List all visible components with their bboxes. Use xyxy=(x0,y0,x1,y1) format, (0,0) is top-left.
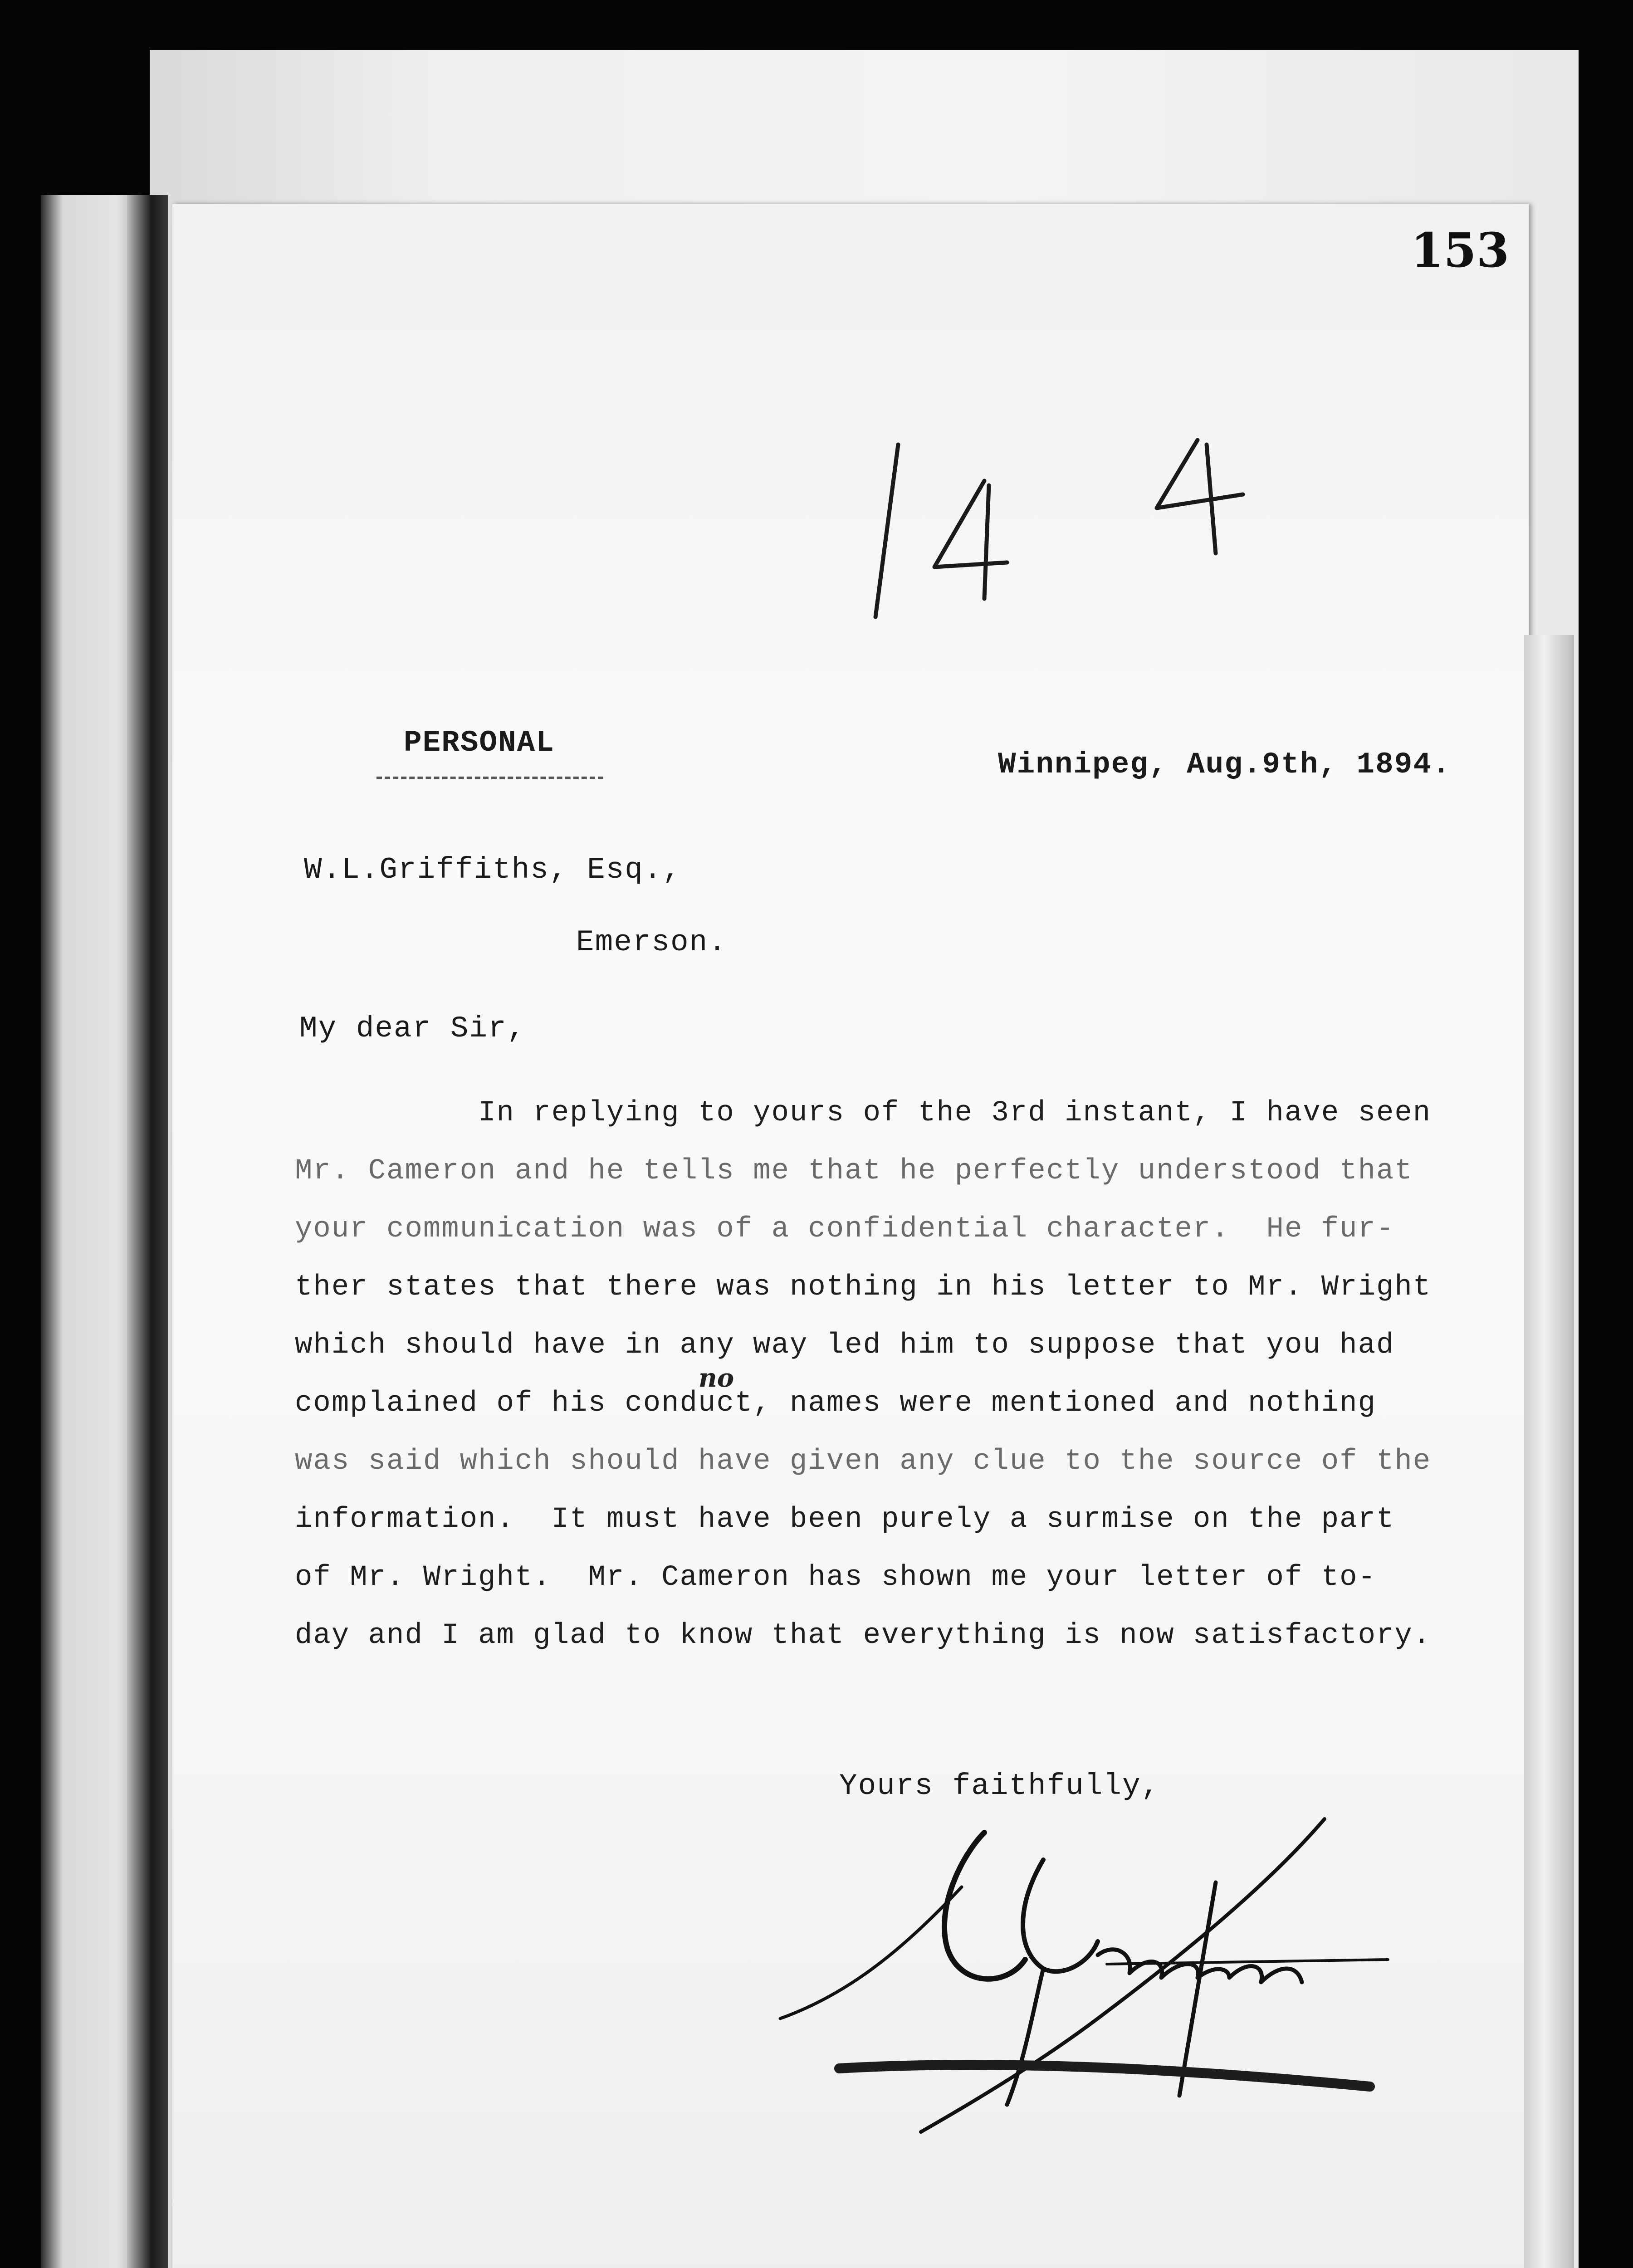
body-line: ther states that there was nothing in his letter to Mr. Wright xyxy=(295,1271,1432,1304)
letter-closing: Yours faithfully, xyxy=(839,1769,1160,1803)
body-line: of Mr. Wright. Mr. Cameron has shown me your letter of to- xyxy=(295,1561,1376,1594)
letter-addressee: W.L.Griffiths, Esq., xyxy=(304,853,682,887)
page-number: 153 xyxy=(1411,222,1510,278)
left-edge-shadow xyxy=(127,195,168,2268)
body-line: Mr. Cameron and he tells me that he perfectly understood that xyxy=(295,1155,1413,1188)
handwritten-folio-number xyxy=(853,417,1297,635)
letter-salutation: My dear Sir, xyxy=(299,1012,526,1046)
body-line: information. It must have been purely a surmise on the part xyxy=(295,1503,1395,1536)
letter-address-city: Emerson. xyxy=(576,925,727,959)
body-line: complained of his conduct, names were mentioned and nothing xyxy=(295,1387,1376,1420)
letter-heading: PERSONAL xyxy=(404,726,555,760)
letter-body xyxy=(295,1084,1465,1665)
heading-underline xyxy=(376,777,603,779)
right-paper-curl xyxy=(1524,635,1574,2268)
body-line: was said which should have given any clue to the source of the xyxy=(295,1445,1432,1478)
body-line: your communication was of a confidential character. He fur- xyxy=(295,1213,1395,1246)
letter-dateline: Winnipeg, Aug.9th, 1894. xyxy=(998,748,1451,782)
body-line: In replying to yours of the 3rd instant, I have seen xyxy=(295,1097,1432,1129)
handwritten-signature xyxy=(771,1805,1415,2141)
body-line: day and I am glad to know that everything is now satisfactory. xyxy=(295,1619,1432,1652)
body-line: which should have in any way led him to suppose that you had xyxy=(295,1329,1395,1362)
handwritten-insertion: no xyxy=(699,1363,734,1393)
